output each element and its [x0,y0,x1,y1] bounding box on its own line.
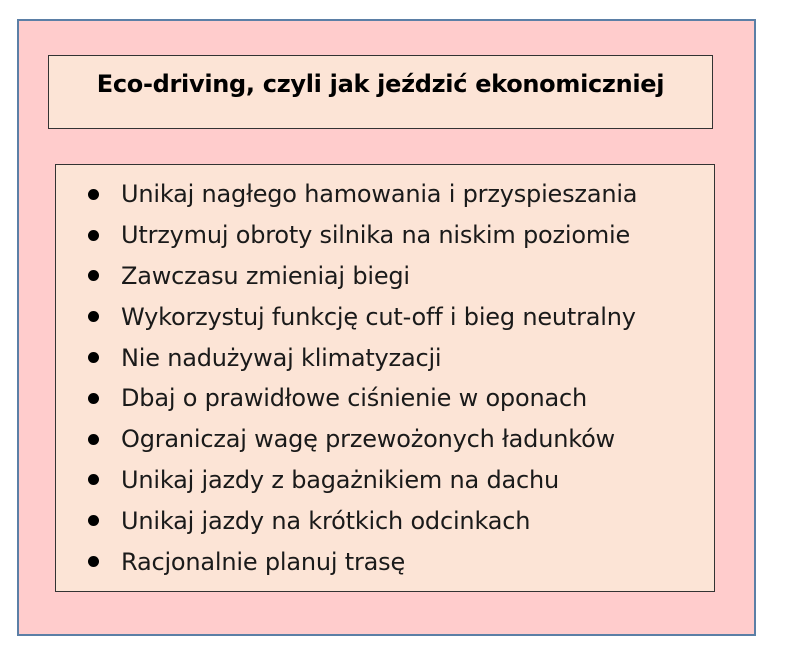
list-item [56,500,714,541]
bullet-dot-icon [88,393,99,404]
page-title: Eco-driving, czyli jak jeździć ekonomiczniej [96,69,665,98]
bullet-dot-icon [88,474,99,485]
list-item [56,460,714,501]
list-item-text: Nie nadużywaj klimatyzacji [121,343,442,372]
tips-list [56,174,714,582]
bullet-dot-icon [88,556,99,567]
bullet-dot-icon [88,515,99,526]
tips-list-box [55,164,715,592]
list-item-text: Utrzymuj obroty silnika na niskim poziomie [121,221,631,250]
bullet-dot-icon [88,230,99,241]
list-item-text: Unikaj jazdy z bagażnikiem na dachu [121,465,559,494]
title-box [48,55,713,129]
list-item-text: Ograniczaj wagę przewożonych ładunków [121,425,615,454]
list-item [56,174,714,215]
list-item [56,337,714,378]
list-item-text: Unikaj jazdy na krótkich odcinkach [121,506,531,535]
list-item-text: Dbaj o prawidłowe ciśnienie w oponach [121,384,587,413]
list-item-text: Zawczasu zmieniaj biegi [121,261,410,290]
bullet-dot-icon [88,311,99,322]
bullet-dot-icon [88,352,99,363]
list-item-text: Wykorzystuj funkcję cut-off i bieg neutralny [121,302,636,331]
list-item [56,541,714,582]
list-item-text: Unikaj nagłego hamowania i przyspieszania [121,180,638,209]
list-item [56,378,714,419]
bullet-dot-icon [88,434,99,445]
list-item [56,419,714,460]
list-item [56,296,714,337]
list-item [56,256,714,297]
list-item-text: Racjonalnie planuj trasę [121,547,406,576]
bullet-dot-icon [88,270,99,281]
bullet-dot-icon [88,189,99,200]
list-item [56,215,714,256]
